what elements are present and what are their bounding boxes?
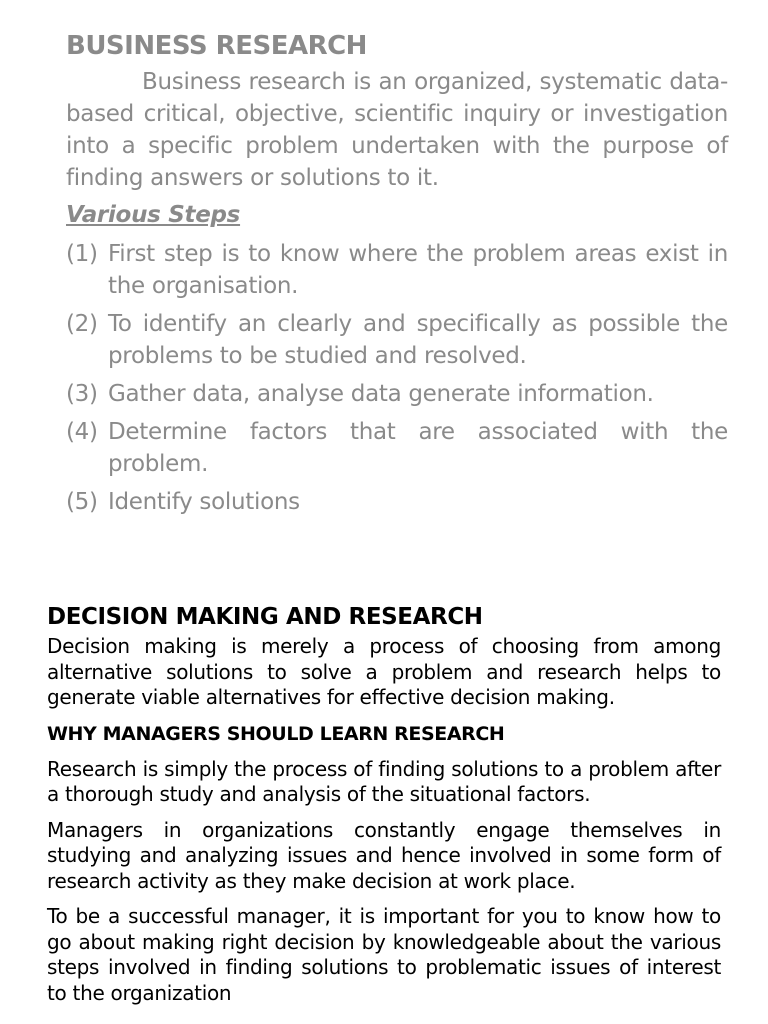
steps-list — [66, 238, 728, 518]
step-text: Determine factors that are associated with the problem. — [108, 419, 728, 477]
steps-subheading: Various Steps — [66, 202, 241, 228]
body-paragraph: Managers in organizations constantly engage themselves in studying and analyzing issues and hence involved in some form of research activity as they make decision at work place. — [47, 817, 721, 893]
business-research-section — [66, 28, 728, 518]
step-text: First step is to know where the problem areas exist in the organisation. — [108, 241, 728, 299]
definition-paragraph: Business research is an organized, systematic data-based critical, objective, scientific inquiry or investigation into a specific problem undertaken with the purpose of finding answers or solutions to it. — [66, 69, 728, 191]
step-text: To identify an clearly and specifically as possible the problems to be studied and resolved. — [108, 311, 728, 369]
decision-making-section — [47, 600, 721, 1006]
body-paragraph: Research is simply the process of finding solutions to a problem after a thorough study and analysis of the situational factors. — [47, 756, 721, 806]
section-title: BUSINESS RESEARCH — [66, 31, 367, 61]
body-paragraph: To be a successful manager, it is important for you to know how to go about making right decision by knowledgeable about the various steps involved in finding solutions to problematic issues of interest to the organization — [47, 904, 721, 1005]
list-item — [66, 486, 728, 518]
list-item — [66, 378, 728, 410]
step-number: (2) — [66, 311, 98, 337]
step-number: (5) — [66, 489, 98, 515]
step-number: (1) — [66, 241, 98, 267]
list-item — [66, 238, 728, 302]
subheading: WHY MANAGERS SHOULD LEARN RESEARCH — [47, 722, 505, 745]
intro-paragraph: Decision making is merely a process of choosing from among alternative solutions to solve a problem and research helps to generate viable alternatives for effective decision making. — [47, 634, 721, 709]
section-title: DECISION MAKING AND RESEARCH — [47, 604, 483, 630]
list-item — [66, 308, 728, 372]
step-number: (3) — [66, 381, 98, 407]
step-number: (4) — [66, 419, 98, 445]
step-text: Identify solutions — [108, 489, 300, 515]
list-item — [66, 416, 728, 480]
step-text: Gather data, analyse data generate information. — [108, 381, 654, 407]
